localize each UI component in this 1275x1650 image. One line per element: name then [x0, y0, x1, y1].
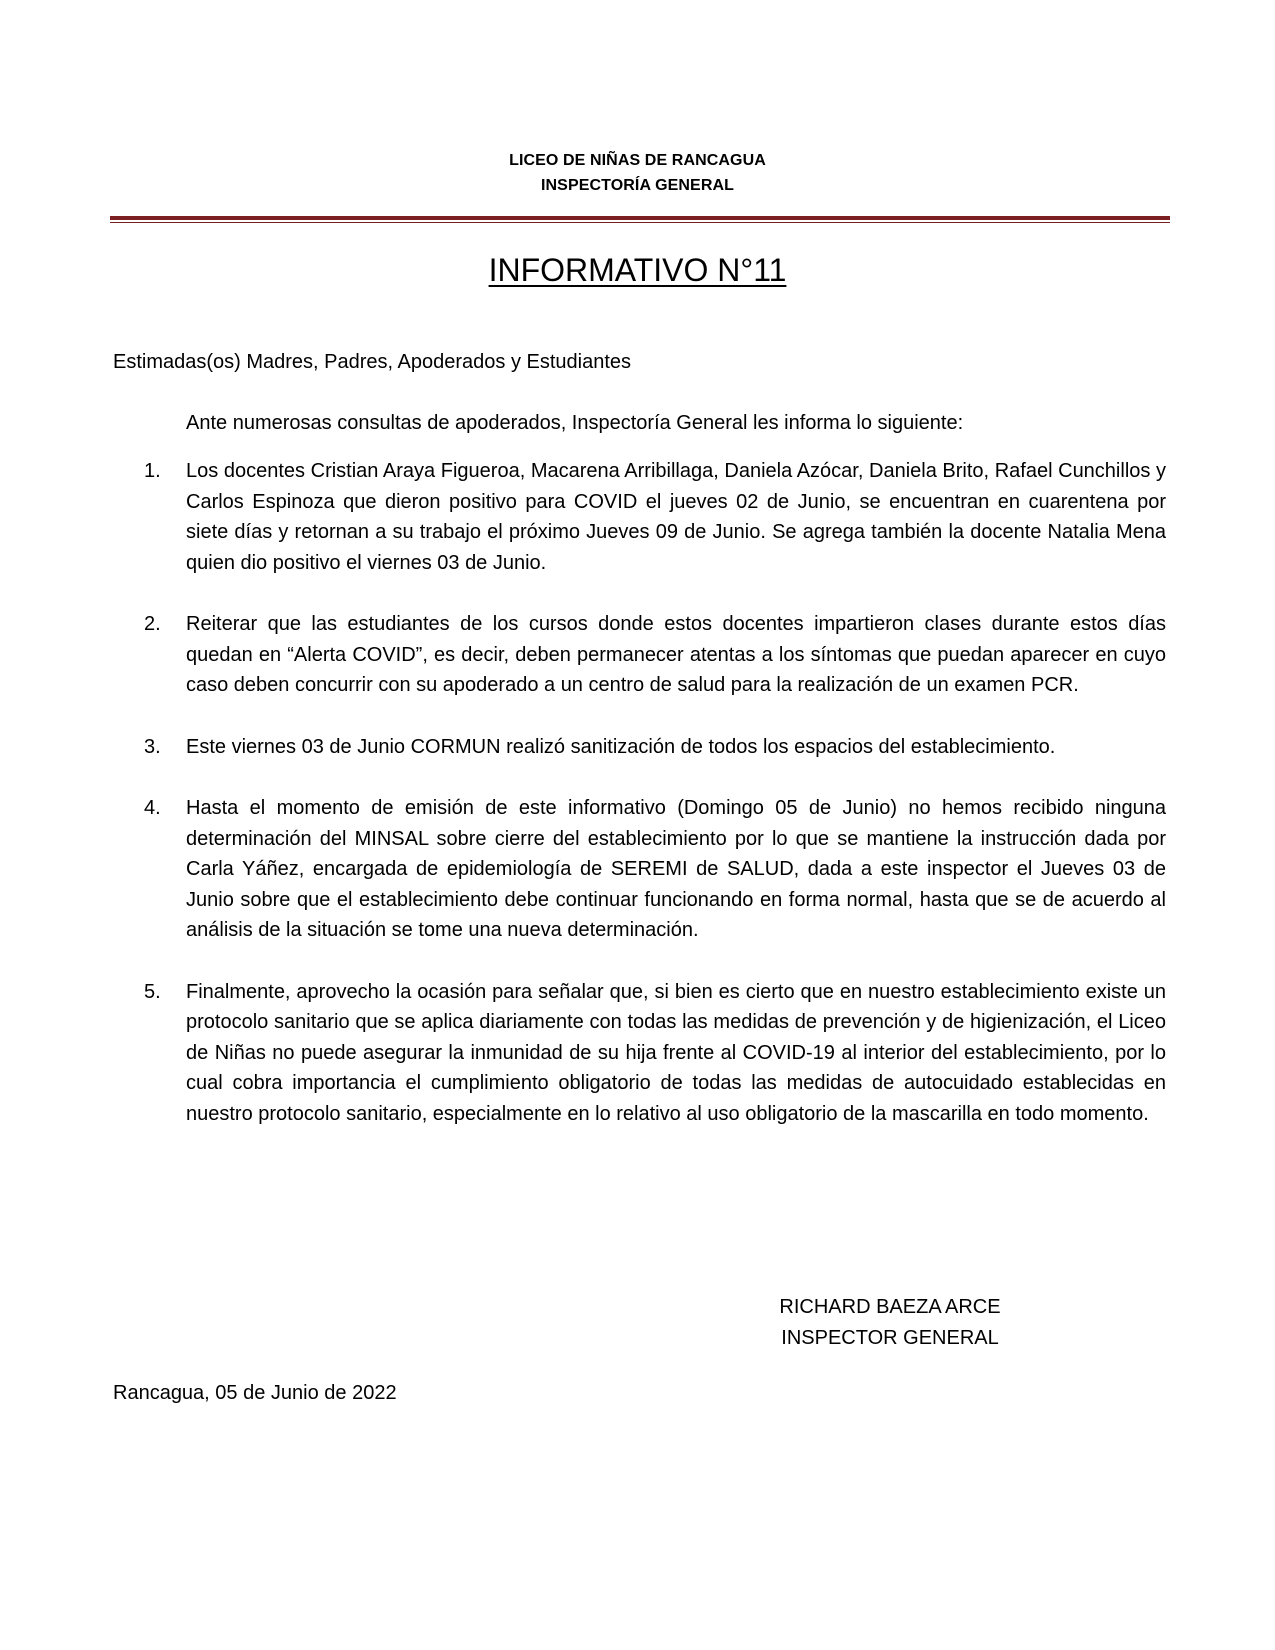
- header-divider-thin: [110, 222, 1170, 223]
- header-divider-thick: [110, 216, 1170, 220]
- list-item-number: 4.: [144, 797, 161, 819]
- signatory-name: RICHARD BAEZA ARCE: [779, 1296, 1001, 1318]
- list-item: [144, 977, 1166, 1130]
- list-item-number: 3.: [144, 735, 161, 758]
- list-item: [144, 732, 1166, 763]
- list-item-number: 1.: [144, 460, 161, 482]
- list-item-text: Hasta el momento de emisión de este informativo (Domingo 05 de Junio) no hemos recibido ninguna determinación del MINSAL sobre cierre del establecimiento por lo que se mantiene la instrucción dada por Carla Yáñez, encargada de epidemiología de SEREMI de SALUD, dada a este inspector el Jueves 03 de Junio sobre que el establecimiento debe continuar funcionando en forma normal, hasta que se de acuerdo al análisis de la situación se tome una nueva determinación.: [186, 797, 1166, 941]
- list-item-text: Este viernes 03 de Junio CORMUN realizó sanitización de todos los espacios del establecimiento.: [186, 735, 1056, 758]
- list-item: [144, 793, 1166, 946]
- list-item-text: Reiterar que las estudiantes de los cursos donde estos docentes impartieron clases durante estos días quedan en “Alerta COVID”, es decir, deben permanecer atentas a los síntomas que puedan aparecer en cuyo caso deben concurrir con su apoderado a un centro de salud para la realización de un examen PCR.: [186, 613, 1166, 696]
- letterhead: [0, 148, 1275, 198]
- list-item-number: 5.: [144, 980, 161, 1003]
- list-item-number: 2.: [144, 613, 161, 635]
- signature-block: [740, 1292, 1040, 1354]
- list-item: [144, 609, 1166, 701]
- date-line: Rancagua, 05 de Junio de 2022: [113, 1382, 397, 1404]
- institution-name: LICEO DE NIÑAS DE RANCAGUA: [509, 152, 766, 169]
- list-item: [144, 456, 1166, 578]
- signatory-role: INSPECTOR GENERAL: [781, 1327, 999, 1349]
- document-title: INFORMATIVO N°11: [488, 252, 787, 288]
- list-item-text: Los docentes Cristian Araya Figueroa, Macarena Arribillaga, Daniela Azócar, Daniela Brito, Rafael Cunchillos y Carlos Espinoza que dieron positivo para COVID el jueves 02 de Junio, se encuentran en cuarentena por siete días y retornan a su trabajo el próximo Jueves 09 de Junio. Se agrega también la docente Natalia Mena quien dio positivo el viernes 03 de Junio.: [186, 460, 1166, 574]
- notice-list: [144, 456, 1166, 1160]
- salutation: Estimadas(os) Madres, Padres, Apoderados y Estudiantes: [113, 351, 632, 373]
- intro-paragraph: Ante numerosas consultas de apoderados, Inspectoría General les informa lo siguiente:: [186, 412, 964, 434]
- list-item-text: Finalmente, aprovecho la ocasión para señalar que, si bien es cierto que en nuestro establecimiento existe un protocolo sanitario que se aplica diariamente con todas las medidas de prevención y de higienización, el Liceo de Niñas no puede asegurar la inmunidad de su hija frente al COVID-19 al interior del establecimiento, por lo cual cobra importancia el cumplimiento obligatorio de todas las medidas de autocuidado establecidas en nuestro protocolo sanitario, especialmente en lo relativo al uso obligatorio de la mascarilla en todo momento.: [186, 980, 1166, 1125]
- department-name: INSPECTORÍA GENERAL: [540, 177, 735, 194]
